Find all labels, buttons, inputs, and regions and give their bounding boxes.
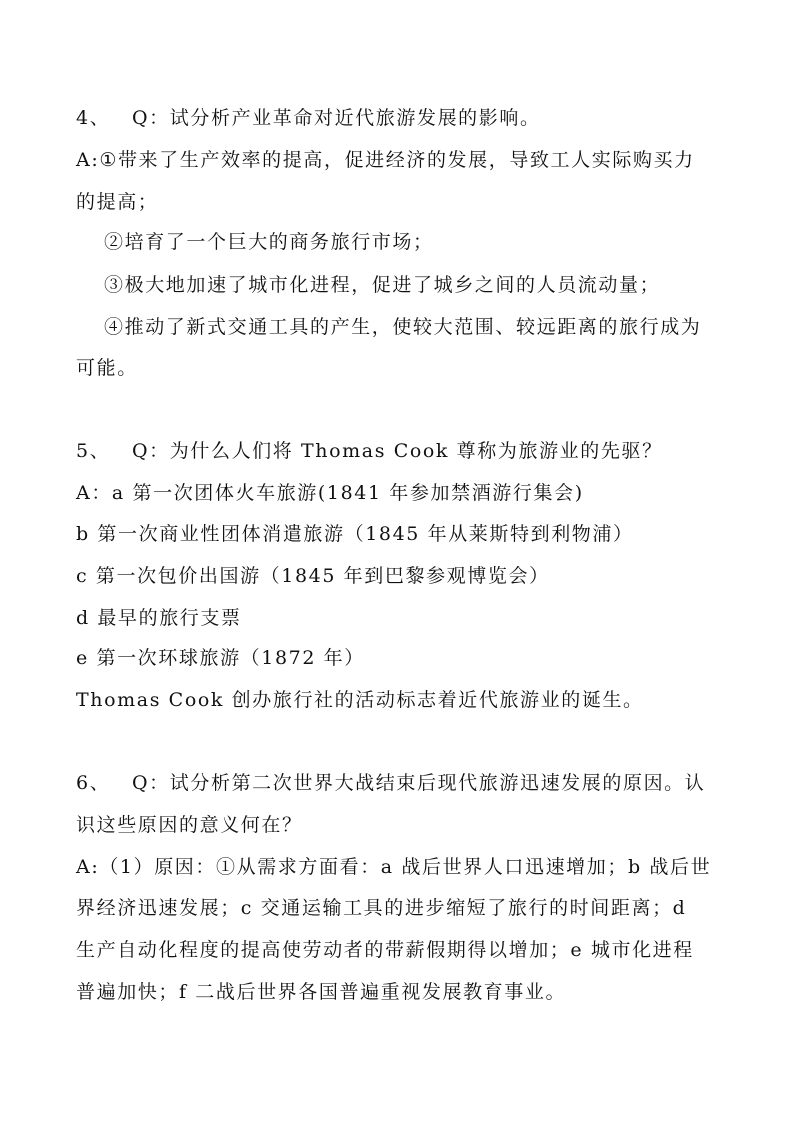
answer-line: 界经济迅速发展；c 交通运输工具的进步缩短了旅行的时间距离；d <box>76 897 687 919</box>
answer-line: c 第一次包价出国游（1845 年到巴黎参观博览会） <box>76 565 550 587</box>
question-text: Q：试分析产业革命对近代旅游发展的影响。 <box>132 107 541 129</box>
answer-line: b 第一次商业性团体消遣旅游（1845 年从莱斯特到利物浦） <box>76 523 634 545</box>
answer-line: 可能。 <box>76 357 138 379</box>
answer-line: 普遍加快；f 二战后世界各国普遍重视发展教育事业。 <box>76 981 567 1003</box>
question-6-heading <box>76 771 726 795</box>
question-number: 4、 <box>76 107 111 129</box>
question-text: Q：试分析第二次世界大战结束后现代旅游迅速发展的原因。认 <box>132 772 706 794</box>
answer-line: d 最早的旅行支票 <box>76 607 242 629</box>
question-text: Q：为什么人们将 Thomas Cook 尊称为旅游业的先驱？ <box>132 440 663 462</box>
answer-line: 的提高； <box>76 191 159 213</box>
answer-line: ③极大地加速了城市化进程，促进了城乡之间的人员流动量； <box>104 274 661 296</box>
answer-line: ④推动了新式交通工具的产生，使较大范围、较远距离的旅行成为 <box>104 316 702 338</box>
answer-line: A:（1）原因：①从需求方面看：a 战后世界人口迅速增加；b 战后世 <box>76 856 712 878</box>
question-4-heading <box>76 106 726 130</box>
answer-line: 生产自动化程度的提高使劳动者的带薪假期得以增加；e 城市化进程 <box>76 939 694 961</box>
question-number: 5、 <box>76 440 111 462</box>
question-number: 6、 <box>76 772 111 794</box>
answer-line: e 第一次环球旅游（1872 年） <box>76 647 365 669</box>
answer-line: A：a 第一次团体火车旅游(1841 年参加禁酒游行集会) <box>76 482 584 504</box>
answer-line: A:①带来了生产效率的提高，促进经济的发展，导致工人实际购买力 <box>76 149 695 171</box>
question-5-heading <box>76 439 726 463</box>
question-text-continued: 识这些原因的意义何在？ <box>76 814 303 836</box>
answer-line: Thomas Cook 创办旅行社的活动标志着近代旅游业的诞生。 <box>76 689 644 711</box>
answer-line: ②培育了一个巨大的商务旅行市场； <box>104 231 434 253</box>
